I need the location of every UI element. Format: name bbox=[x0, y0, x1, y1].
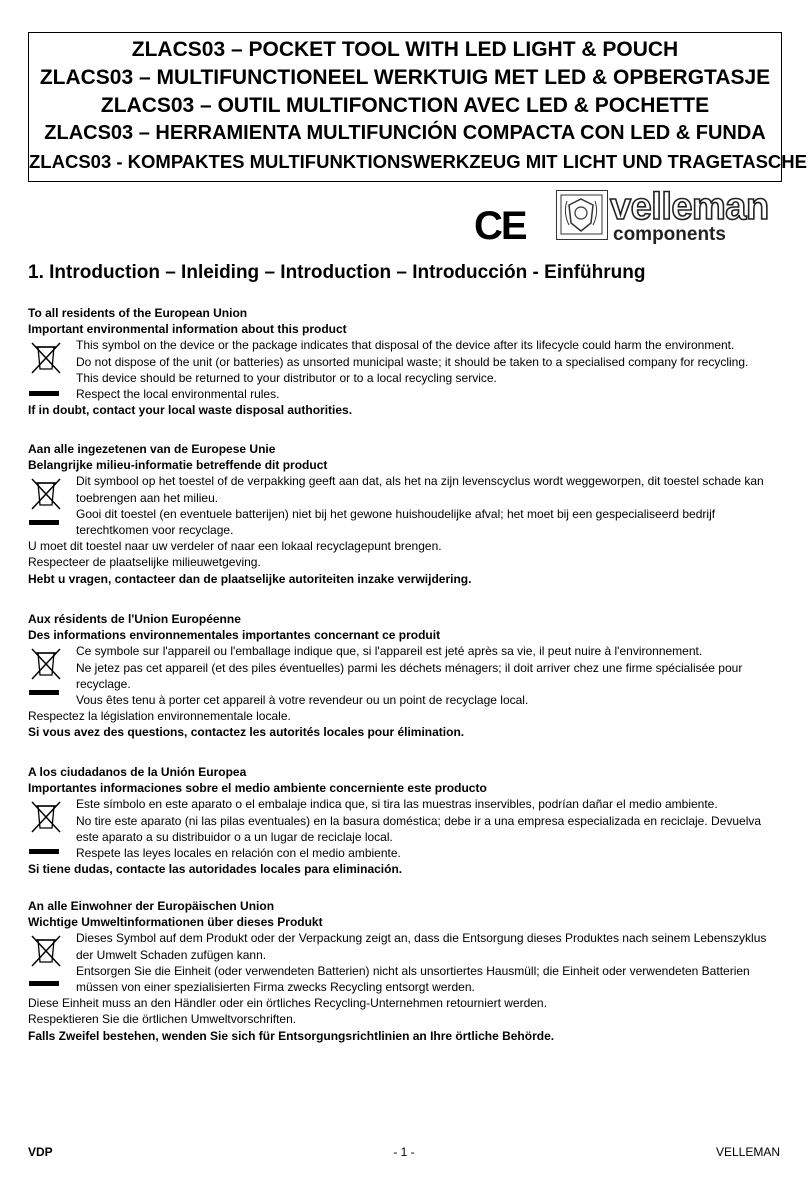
ce-mark-icon: CE bbox=[474, 204, 526, 248]
french-line-2b: recyclage. bbox=[76, 676, 131, 691]
section-spanish bbox=[28, 764, 780, 877]
dutch-line-2a: Gooi dit toestel (en eventuele batterijen) niet bij het gewone huishoudelijke afval; het moet bij een gespecialiseerd bedrijf bbox=[76, 506, 716, 521]
spanish-closing: Si tiene dudas, contacte las autoridades locales para eliminación. bbox=[28, 862, 403, 877]
dutch-heading-2: Belangrijke milieu-informatie betreffende dit product bbox=[28, 458, 328, 473]
footer-brand: VELLEMAN bbox=[715, 1145, 780, 1159]
english-line-2: Do not dispose of the unit (or batteries) as unsorted municipal waste; it should be taken to a specialised company for recycling. bbox=[76, 354, 749, 369]
velleman-seal-icon bbox=[556, 190, 608, 240]
german-line-4: Respektieren Sie die örtlichen Umweltvorschriften. bbox=[28, 1012, 297, 1027]
separate-collection-bar-icon bbox=[29, 981, 59, 986]
dutch-line-1b: toebrengen aan het milieu. bbox=[76, 490, 219, 505]
english-line-3: This device should be returned to your distributor or to a local recycling service. bbox=[76, 370, 497, 385]
french-closing: Si vous avez des questions, contactez les autorités locales pour élimination. bbox=[28, 725, 465, 740]
dutch-line-1a: Dit symbool op het toestel of de verpakking geeft aan dat, als het na zijn levenscyclus wordt weggeworpen, dit toestel schade kan bbox=[76, 474, 764, 489]
spanish-heading-1: A los ciudadanos de la Unión Europea bbox=[28, 765, 247, 779]
german-line-3: Diese Einheit muss an den Händler oder ein örtliches Recycling-Unternehmen retourniert werden. bbox=[28, 996, 547, 1011]
velleman-logo: velleman bbox=[610, 186, 769, 228]
dutch-closing: Hebt u vragen, contacteer dan de plaatselijke autoriteiten inzake verwijdering. bbox=[28, 571, 472, 586]
spanish-line-1: Este símbolo en este aparato o el embalaje indica que, si tira las muestras inservibles, podrían dañar el medio ambiente. bbox=[76, 797, 718, 812]
english-line-1: This symbol on the device or the package indicates that disposal of the device after its lifecycle could harm the environment. bbox=[76, 338, 735, 353]
english-heading-2: Important environmental information about this product bbox=[28, 322, 347, 337]
spanish-line-2a: No tire este aparato (ni las pilas eventuales) en la basura doméstica; debe ir a una empresa especializada en reciclaje. Devuelva bbox=[76, 813, 762, 828]
separate-collection-bar-icon bbox=[29, 690, 59, 695]
waste-bin-crossed-icon bbox=[28, 798, 64, 836]
section-english bbox=[28, 305, 780, 418]
title-spanish: ZLACS03 – HERRAMIENTA MULTIFUNCIÓN COMPACTA CON LED & FUNDA bbox=[44, 122, 766, 144]
spanish-line-2b: este aparato a su distribuidor o a un lugar de reciclaje local. bbox=[76, 829, 393, 844]
section-heading: 1. Introduction – Inleiding – Introduction – Introducción - Einführung bbox=[28, 262, 646, 283]
title-german: ZLACS03 - KOMPAKTES MULTIFUNKTIONSWERKZEUG MIT LICHT UND TRAGETASCHE bbox=[29, 151, 807, 172]
dutch-heading-1: Aan alle ingezetenen van de Europese Unie bbox=[28, 442, 276, 456]
english-closing: If in doubt, contact your local waste disposal authorities. bbox=[28, 403, 353, 418]
dutch-line-3: U moet dit toestel naar uw verdeler of naar een lokaal recyclagepunt brengen. bbox=[28, 539, 442, 554]
title-box bbox=[28, 32, 807, 182]
separate-collection-bar-icon bbox=[29, 391, 59, 396]
spanish-heading-2: Importantes informaciones sobre el medio ambiente concerniente este producto bbox=[28, 781, 487, 796]
german-heading-1: An alle Einwohner der Europäischen Union bbox=[28, 899, 275, 913]
french-line-3: Vous êtes tenu à porter cet appareil à votre revendeur ou un point de recyclage local. bbox=[76, 693, 529, 708]
german-closing: Falls Zweifel bestehen, wenden Sie sich für Entsorgungsrichtlinien an Ihre örtliche Behörde. bbox=[28, 1028, 555, 1043]
separate-collection-bar-icon bbox=[29, 520, 59, 525]
english-heading-1: To all residents of the European Union bbox=[28, 306, 248, 320]
dutch-line-2b: terechtkomen voor recyclage. bbox=[76, 523, 234, 538]
french-line-4: Respectez la législation environnementale locale. bbox=[28, 709, 291, 724]
german-line-2a: Entsorgen Sie die Einheit (oder verwendeten Batterien) nicht als unsortiertes Hausmüll; die Einheit oder verwendeten Batterien bbox=[76, 963, 750, 978]
title-dutch: ZLACS03 – MULTIFUNCTIONEEL WERKTUIG MET LED & OPBERGTASJE bbox=[39, 66, 771, 89]
velleman-logo-subtitle: components bbox=[613, 224, 726, 245]
section-german bbox=[28, 898, 780, 1044]
waste-bin-crossed-icon bbox=[28, 645, 64, 683]
german-line-2b: müssen von einer spezialisierten Firma zwecks Recycling entsorgt werden. bbox=[76, 980, 475, 995]
section-dutch bbox=[28, 441, 780, 587]
french-heading-1: Aux résidents de l'Union Européenne bbox=[28, 612, 241, 626]
waste-bin-crossed-icon bbox=[28, 475, 64, 513]
dutch-line-4: Respecteer de plaatselijke milieuwetgeving. bbox=[28, 555, 261, 570]
french-line-2a: Ne jetez pas cet appareil (et des piles éventuelles) parmi les déchets ménagers; il doit arriver chez une firme spécialisée pour bbox=[76, 660, 743, 675]
waste-bin-crossed-icon bbox=[28, 932, 64, 970]
footer-author: VDP bbox=[28, 1145, 53, 1159]
title-english: ZLACS03 – POCKET TOOL WITH LED LIGHT & POUCH bbox=[131, 38, 679, 61]
german-line-1b: der Umwelt Schaden zufügen kann. bbox=[76, 947, 267, 962]
english-line-4: Respect the local environmental rules. bbox=[76, 387, 280, 402]
french-heading-2: Des informations environnementales importantes concernant ce produit bbox=[28, 628, 441, 643]
spanish-line-3: Respete las leyes locales en relación con el medio ambiente. bbox=[76, 846, 401, 861]
waste-bin-crossed-icon bbox=[28, 339, 64, 377]
separate-collection-bar-icon bbox=[29, 849, 59, 854]
german-heading-2: Wichtige Umweltinformationen über dieses Produkt bbox=[28, 915, 323, 930]
section-french bbox=[28, 611, 780, 741]
title-french: ZLACS03 – OUTIL MULTIFONCTION AVEC LED & POCHETTE bbox=[100, 94, 710, 117]
german-line-1a: Dieses Symbol auf dem Produkt oder der Verpackung zeigt an, dass die Entsorgung dieses Produktes nach seinem Lebenszyklus bbox=[76, 931, 767, 946]
french-line-1: Ce symbole sur l'appareil ou l'emballage indique que, si l'appareil est jeté après sa vie, il peut nuire à l'environnement. bbox=[76, 644, 703, 659]
page-number: - 1 - bbox=[393, 1145, 415, 1159]
